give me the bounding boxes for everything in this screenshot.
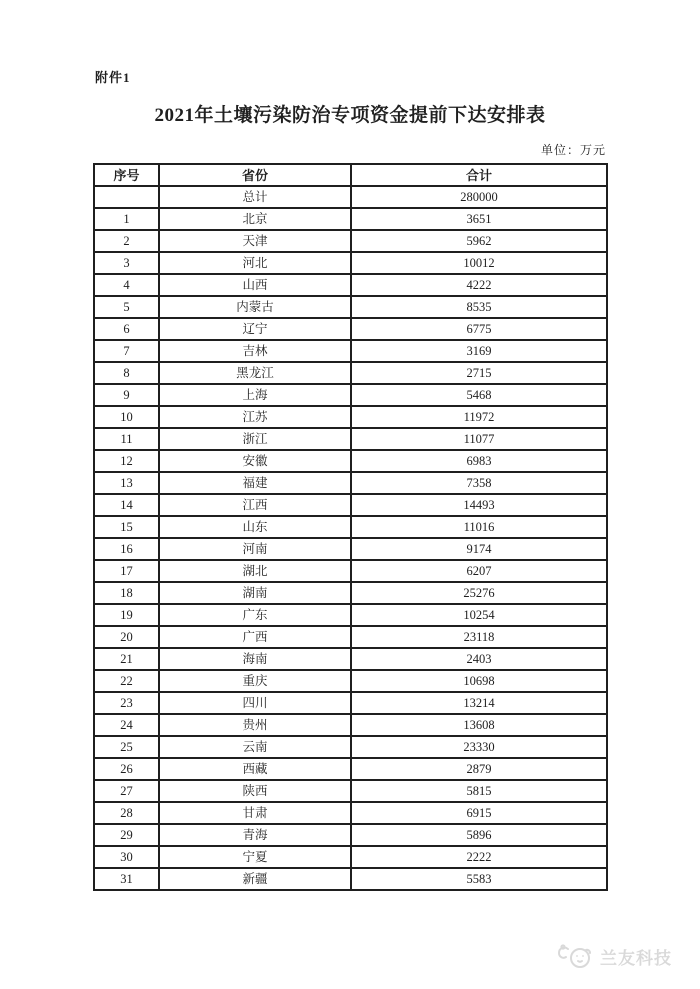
watermark [556, 943, 672, 969]
cell-seq: 14 [94, 494, 159, 516]
cell-amount: 9174 [351, 538, 607, 560]
cell-seq: 21 [94, 648, 159, 670]
cell-province: 北京 [159, 208, 351, 230]
cell-seq: 19 [94, 604, 159, 626]
table-row [94, 208, 607, 230]
cell-amount: 8535 [351, 296, 607, 318]
table-row [94, 428, 607, 450]
cell-province: 吉林 [159, 340, 351, 362]
cell-seq: 16 [94, 538, 159, 560]
cell-seq: 2 [94, 230, 159, 252]
watermark-label: 兰友科技 [600, 948, 672, 968]
cell-amount: 2715 [351, 362, 607, 384]
table-row [94, 230, 607, 252]
cell-amount: 7358 [351, 472, 607, 494]
column-header-seq: 序号 [94, 164, 159, 186]
cell-province: 甘肃 [159, 802, 351, 824]
cell-province: 宁夏 [159, 846, 351, 868]
table-row [94, 274, 607, 296]
cell-amount: 280000 [351, 186, 607, 208]
table-row [94, 560, 607, 582]
cell-amount: 11972 [351, 406, 607, 428]
cell-seq: 17 [94, 560, 159, 582]
cell-seq [94, 186, 159, 208]
cell-amount: 2222 [351, 846, 607, 868]
cell-seq: 30 [94, 846, 159, 868]
cell-province: 山西 [159, 274, 351, 296]
table-row [94, 846, 607, 868]
cell-amount: 5815 [351, 780, 607, 802]
cell-seq: 29 [94, 824, 159, 846]
lanyou-logo-icon [556, 943, 596, 969]
cell-province: 海南 [159, 648, 351, 670]
unit-note: 单位：万元 [540, 143, 606, 157]
cell-seq: 22 [94, 670, 159, 692]
cell-amount: 6775 [351, 318, 607, 340]
cell-seq: 13 [94, 472, 159, 494]
cell-province: 贵州 [159, 714, 351, 736]
cell-amount: 6915 [351, 802, 607, 824]
cell-province: 云南 [159, 736, 351, 758]
cell-province: 内蒙古 [159, 296, 351, 318]
table-row [94, 450, 607, 472]
table-row [94, 582, 607, 604]
cell-province: 上海 [159, 384, 351, 406]
table-row [94, 296, 607, 318]
cell-amount: 4222 [351, 274, 607, 296]
table-row [94, 538, 607, 560]
cell-province: 黑龙江 [159, 362, 351, 384]
table-row [94, 780, 607, 802]
cell-seq: 12 [94, 450, 159, 472]
cell-province: 湖南 [159, 582, 351, 604]
cell-province: 江西 [159, 494, 351, 516]
cell-province: 福建 [159, 472, 351, 494]
cell-province: 江苏 [159, 406, 351, 428]
cell-seq: 5 [94, 296, 159, 318]
table-row [94, 362, 607, 384]
table-row [94, 516, 607, 538]
cell-amount: 14493 [351, 494, 607, 516]
cell-province: 陕西 [159, 780, 351, 802]
cell-amount: 2403 [351, 648, 607, 670]
table-row [94, 670, 607, 692]
cell-seq: 24 [94, 714, 159, 736]
table-row [94, 736, 607, 758]
cell-province: 河北 [159, 252, 351, 274]
cell-seq: 20 [94, 626, 159, 648]
table-row [94, 384, 607, 406]
cell-amount: 5896 [351, 824, 607, 846]
table-header-row [94, 164, 607, 186]
cell-amount: 3169 [351, 340, 607, 362]
cell-seq: 18 [94, 582, 159, 604]
column-header-province: 省份 [159, 164, 351, 186]
cell-seq: 28 [94, 802, 159, 824]
cell-seq: 3 [94, 252, 159, 274]
cell-amount: 6983 [351, 450, 607, 472]
table-row [94, 824, 607, 846]
page-title: 2021年土壤污染防治专项资金提前下达安排表 [154, 105, 546, 126]
cell-amount: 13608 [351, 714, 607, 736]
cell-province: 青海 [159, 824, 351, 846]
cell-amount: 25276 [351, 582, 607, 604]
cell-seq: 23 [94, 692, 159, 714]
cell-province: 安徽 [159, 450, 351, 472]
table-row [94, 340, 607, 362]
cell-province: 四川 [159, 692, 351, 714]
column-header-total: 合计 [351, 164, 607, 186]
cell-seq: 11 [94, 428, 159, 450]
cell-province: 广东 [159, 604, 351, 626]
cell-amount: 5962 [351, 230, 607, 252]
cell-amount: 10012 [351, 252, 607, 274]
table-row [94, 604, 607, 626]
cell-province: 新疆 [159, 868, 351, 890]
cell-province: 广西 [159, 626, 351, 648]
cell-seq: 6 [94, 318, 159, 340]
cell-seq: 31 [94, 868, 159, 890]
table-total-row [94, 186, 607, 208]
table-row [94, 714, 607, 736]
cell-amount: 5583 [351, 868, 607, 890]
table-row [94, 802, 607, 824]
cell-seq: 26 [94, 758, 159, 780]
cell-province: 湖北 [159, 560, 351, 582]
cell-province: 重庆 [159, 670, 351, 692]
cell-amount: 6207 [351, 560, 607, 582]
table-row [94, 406, 607, 428]
cell-province: 浙江 [159, 428, 351, 450]
cell-amount: 13214 [351, 692, 607, 714]
cell-amount: 11016 [351, 516, 607, 538]
cell-amount: 11077 [351, 428, 607, 450]
cell-amount: 5468 [351, 384, 607, 406]
cell-seq: 27 [94, 780, 159, 802]
cell-province: 河南 [159, 538, 351, 560]
cell-province: 西藏 [159, 758, 351, 780]
table-row [94, 494, 607, 516]
cell-province: 山东 [159, 516, 351, 538]
table-row [94, 758, 607, 780]
cell-province: 辽宁 [159, 318, 351, 340]
cell-province: 天津 [159, 230, 351, 252]
cell-amount: 10254 [351, 604, 607, 626]
cell-amount: 23330 [351, 736, 607, 758]
cell-amount: 23118 [351, 626, 607, 648]
cell-seq: 15 [94, 516, 159, 538]
cell-seq: 25 [94, 736, 159, 758]
cell-seq: 9 [94, 384, 159, 406]
table-row [94, 472, 607, 494]
cell-province: 总计 [159, 186, 351, 208]
cell-seq: 8 [94, 362, 159, 384]
attachment-label: 附件1 [95, 70, 131, 85]
table-row [94, 252, 607, 274]
cell-seq: 10 [94, 406, 159, 428]
table-row [94, 868, 607, 890]
cell-amount: 10698 [351, 670, 607, 692]
table-row [94, 626, 607, 648]
cell-amount: 3651 [351, 208, 607, 230]
table-row [94, 648, 607, 670]
table-row [94, 692, 607, 714]
table-row [94, 318, 607, 340]
cell-amount: 2879 [351, 758, 607, 780]
cell-seq: 1 [94, 208, 159, 230]
cell-seq: 4 [94, 274, 159, 296]
allocation-table [93, 163, 608, 891]
cell-seq: 7 [94, 340, 159, 362]
